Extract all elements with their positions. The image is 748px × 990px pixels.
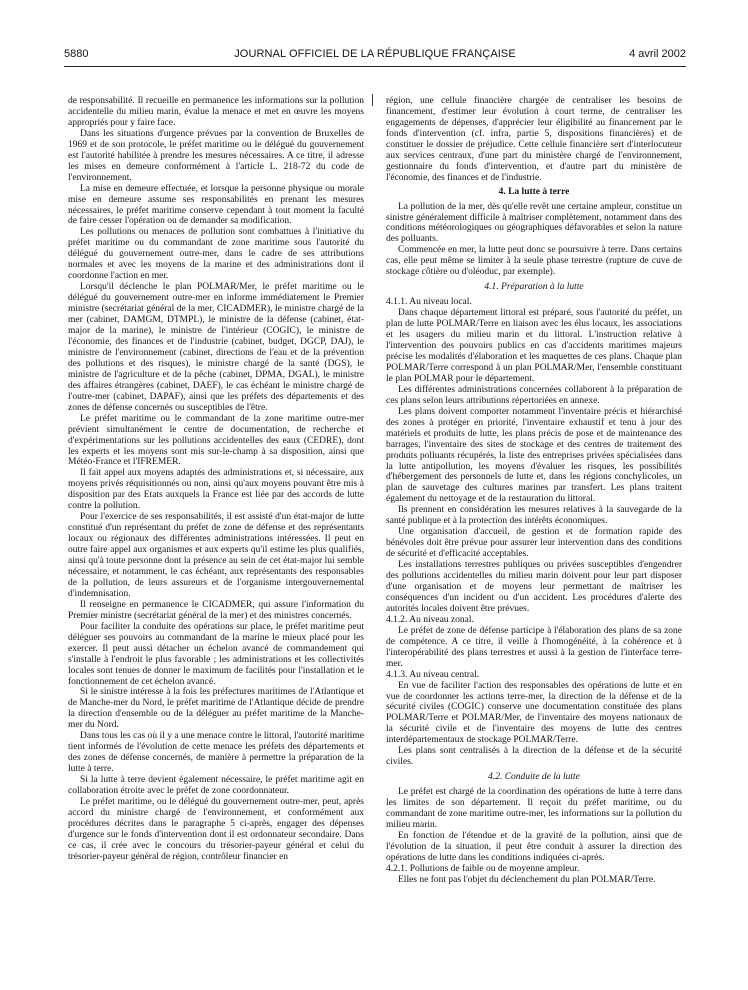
issue-date: 4 avril 2002 (629, 48, 686, 60)
paragraph: Le préfet est chargé de la coordination des opérations de lutte à terre dans les limites de son département. Il reçoit du préfet maritime, ou du commandant de zone maritime outre-mer, les informations sur la pollution du milieu marin. (386, 787, 682, 830)
paragraph: Le préfet maritime ou le commandant de la zone maritime outre-mer prévient simultanément le centre de documentation, de recherche et d'expérimentations sur les pollutions accidentelles des eaux (CEDRE), dont les experts et les moyens sont mis sur-le-champ à sa disposition, ainsi que Météo-France et l'IFREMER. (68, 413, 364, 468)
paragraph: de responsabilité. Il recueille en permanence les informations sur la pollution accidentelle du milieu marin, évalue la menace et met en œuvre les moyens appropriés pour y faire face. (68, 96, 364, 128)
paragraph: Une organisation d'accueil, de gestion et de formation rapide des bénévoles doit être prévue pour assurer leur intervention dans des conditions de sécurité et d'efficacité acceptables. (386, 527, 682, 560)
paragraph: Ils prennent en considération les mesures relatives à la sauvegarde de la santé publique et à la protection des intérêts économiques. (386, 505, 682, 527)
right-column (386, 96, 682, 886)
page-number: 5880 (64, 48, 89, 60)
subsection-heading: 4.1. Préparation à la lutte (484, 282, 584, 293)
numbered-heading: 4.1.1. Au niveau local. (386, 297, 472, 308)
column-divider (372, 94, 373, 106)
numbered-heading: 4.1.3. Au niveau central. (386, 669, 480, 680)
paragraph: Il renseigne en permanence le CICADMER, qui assure l'information du Premier ministre (secrétariat général de la mer) et des ministres concernés. (68, 599, 364, 621)
paragraph: Les pollutions ou menaces de pollution sont combattues à l'initiative du préfet maritime ou du commandant de zone maritime sous l'autorité du délégué du gouvernement outre-mer, dans le cadre de ses attributions normales et avec les moyens de la marine et des administrations dont il coordonne l'action en mer. (68, 227, 364, 282)
paragraph: Les installations terrestres publiques ou privées susceptibles d'engendrer des pollutions accidentelles du milieu marin doivent pour leur part disposer d'une organisation et de moyens leur permettant de maîtriser les conséquences d'un incident ou d'un accident. Les procédures d'alerte des autorités locales doivent être prévues. (386, 560, 682, 614)
subsection-heading: 4.2. Conduite de la lutte (488, 772, 580, 783)
header-rule (64, 66, 686, 67)
paragraph: La mise en demeure effectuée, et lorsque la personne physique ou morale mise en demeure assume ses responsabilités en prenant les mesures nécessaires, le préfet maritime conserve cependant à tout moment la faculté de faire cesser l'opération ou de demander sa modification. (68, 183, 364, 227)
section-heading: 4. La lutte à terre (498, 186, 570, 197)
paragraph: Pour faciliter la conduite des opérations sur place, le préfet maritime peut déléguer ses pouvoirs au commandant de la marine le mieux placé pour les exercer. Il peut aussi détacher un échelon avancé de commandement qui s'installe à l'endroit le plus favorable ; les administrations et les collectivités locales sont tenues de donner le maximum de facilités pour l'installation et le fonctionnement de cet échelon avancé. (68, 621, 364, 687)
numbered-heading: 4.2.1. Pollutions de faible ou de moyenne ampleur. (386, 863, 580, 874)
paragraph: Si la lutte à terre devient également nécessaire, le préfet maritime agit en collaboration étroite avec le préfet de zone coordonnateur. (68, 775, 364, 797)
paragraph: Dans les situations d'urgence prévues par la convention de Bruxelles de 1969 et de son protocole, le préfet maritime ou le délégué du gouvernement est l'autorité habilitée à prendre les mesures nécessaires. A ce titre, il adresse les mises en demeure conformément à l'article L. 218-72 du code de l'environnement. (68, 128, 364, 183)
paragraph: Les plans sont centralisés à la direction de la défense et de la sécurité civiles. (386, 746, 682, 768)
paragraph: En fonction de l'étendue et de la gravité de la pollution, ainsi que de l'évolution de la situation, il peut être conduit à assurer la direction des opérations de lutte dans les conditions indiquées ci-après. (386, 830, 682, 863)
page-header (64, 48, 686, 64)
paragraph: Les plans doivent comporter notamment l'inventaire précis et hiérarchisé des zones à protéger en priorité, l'inventaire exhaustif et tenu à jour des matériels et produits de lutte, les plans précis de pose et de maintenance des barrages, l'inventaire des sites de stockage et des centres de traitement des produits polluants récupérés, la liste des entreprises privées spécialisées dans la lutte antipollution, les moyens d'évaluer les risques, les possibilités d'hébergement des personnels de lutte et, dans les régions conchylicoles, un plan de sauvetage des cultures marines par transfert. Les plans traitent également du nettoyage et de la restauration du littoral. (386, 406, 682, 505)
paragraph: En vue de faciliter l'action des responsables des opérations de lutte et en vue de coordonner les actions terre-mer, la direction de la défense et de la sécurité civiles (COGIC) conserve une documentation constituée des plans POLMAR/Terre et POLMAR/Mer, de l'inventaire des moyens nationaux de la sécurité civile et de l'inventaire des moyens de lutte des centres interdépartementaux de stockage POLMAR/Terre. (386, 680, 682, 746)
paragraph: région, une cellule financière chargée de centraliser les besoins de financement, d'estimer leur évolution à court terme, de centraliser les engagements de dépenses, d'apprécier leur éligibilité au financement par le fonds d'intervention (cf. infra, partie 5, dispositions financières) et de constituer le dossier de préjudice. Cette cellule financière sert d'interlocuteur aux services centraux, d'une part du ministère chargé de l'environnement, gestionnaire du fonds d'intervention, et d'autre part du ministère de l'économie, des finances et de l'industrie. (386, 96, 682, 183)
left-column (68, 96, 364, 863)
paragraph: Si le sinistre intéresse à la fois les préfectures maritimes de l'Atlantique et de Manche-mer du Nord, le préfet maritime de l'Atlantique décide de prendre la direction d'ensemble ou de la déléguer au préfet maritime de la Manche-mer du Nord. (68, 687, 364, 731)
paragraph: Pour l'exercice de ses responsabilités, il est assisté d'un état-major de lutte constitué d'un représentant du préfet de zone de défense et des représentants locaux ou régionaux des différentes administrations intéressées. Il peut en outre faire appel aux organismes et aux experts qu'il estime les plus qualifiés, ainsi qu'à toute personne dont la présence au sein de cet état-major lui semble nécessaire, et notamment, le cas échéant, aux représentants des responsables de la pollution, de leurs assureurs et de l'organisme intergouvernemental d'indemnisation. (68, 512, 364, 599)
paragraph: Les différentes administrations concernées collaborent à la préparation de ces plans selon leurs attributions répertoriées en annexe. (386, 384, 682, 406)
paragraph: Il fait appel aux moyens adaptés des administrations et, si nécessaire, aux moyens privés réquisitionnés ou non, ainsi qu'aux moyens pouvant être mis à disposition par des Etats auxquels la France est liée par des accords de lutte contre la pollution. (68, 468, 364, 512)
paragraph: Lorsqu'il déclenche le plan POLMAR/Mer, le préfet maritime ou le délégué du gouvernement outre-mer en informe immédiatement le Premier ministre (secrétariat général de la mer, CICADMER), le ministre chargé de la mer (cabinet, DAMGM, DTMPL), le ministre de la défense (cabinet, état-major de la marine), le ministre de l'intérieur (COGIC), le ministre de l'économie, des finances et de l'industrie (cabinet, budget, DGCP, DAJ), le ministre de l'environnement (cabinet, directions de l'eau et de la prévention des pollutions et des risques), le ministre chargé de la santé (DGS), le ministre de l'agriculture et de la pêche (cabinet, DPMA, DGAL), le ministre des affaires étrangères (cabinet, DAEF), le cas échéant le ministre chargé de l'outre-mer (cabinet, DAPAF), ainsi que les préfets des départements et des zones de défense concernés ou susceptibles de l'être. (68, 282, 364, 413)
paragraph: Dans tous les cas où il y a une menace contre le littoral, l'autorité maritime tient informés de l'évolution de cette menace les préfets des départements et des zones de défense concernés, de manière à permettre la préparation de la lutte à terre. (68, 731, 364, 775)
numbered-heading: 4.1.2. Au niveau zonal. (386, 614, 474, 625)
paragraph: La pollution de la mer, dès qu'elle revêt une certaine ampleur, constitue un sinistre généralement difficile à maîtriser complètement, notamment dans des conditions météorologiques ou géographiques défavorables et selon la nature des polluants. (386, 201, 682, 245)
paragraph: Commencée en mer, la lutte peut donc se poursuivre à terre. Dans certains cas, elle peut même se limiter à la seule phase terrestre (rupture de cuve de stockage côtière ou d'oléoduc, par exemple). (386, 245, 682, 278)
paragraph: Dans chaque département littoral est préparé, sous l'autorité du préfet, un plan de lutte POLMAR/Terre en liaison avec les élus locaux, les associations et les usagers du milieu marin et du littoral. L'instruction relative à l'intervention des pouvoirs publics en cas d'accidents maritimes majeurs précise les modalités d'élaboration et les maquettes de ces plans. Chaque plan POLMAR/Terre correspond à un plan POLMAR/Mer, l'ensemble constituant le plan POLMAR pour le département. (386, 308, 682, 384)
paragraph: Elles ne font pas l'objet du déclenchement du plan POLMAR/Terre. (398, 874, 656, 885)
paragraph: Le préfet de zone de défense participe à l'élaboration des plans de sa zone de compétence. A ce titre, il veille à l'homogénéité, à la cohérence et à l'interopérabilité des plans terrestres et aussi à la gestion de l'interface terre-mer. (386, 625, 682, 669)
journal-title: JOURNAL OFFICIEL DE LA RÉPUBLIQUE FRANÇAISE (234, 48, 516, 60)
paragraph: Le préfet maritime, ou le délégué du gouvernement outre-mer, peut, après accord du ministre chargé de l'environnement, et conformément aux procédures décrites dans le paragraphe 5 ci-après, engager des dépenses d'urgence sur le fonds d'intervention dont il est ordonnateur secondaire. Dans ce cas, il crée avec le concours du trésorier-payeur général et celui du trésorier-payeur général de région, contrôleur financier en (68, 797, 364, 862)
